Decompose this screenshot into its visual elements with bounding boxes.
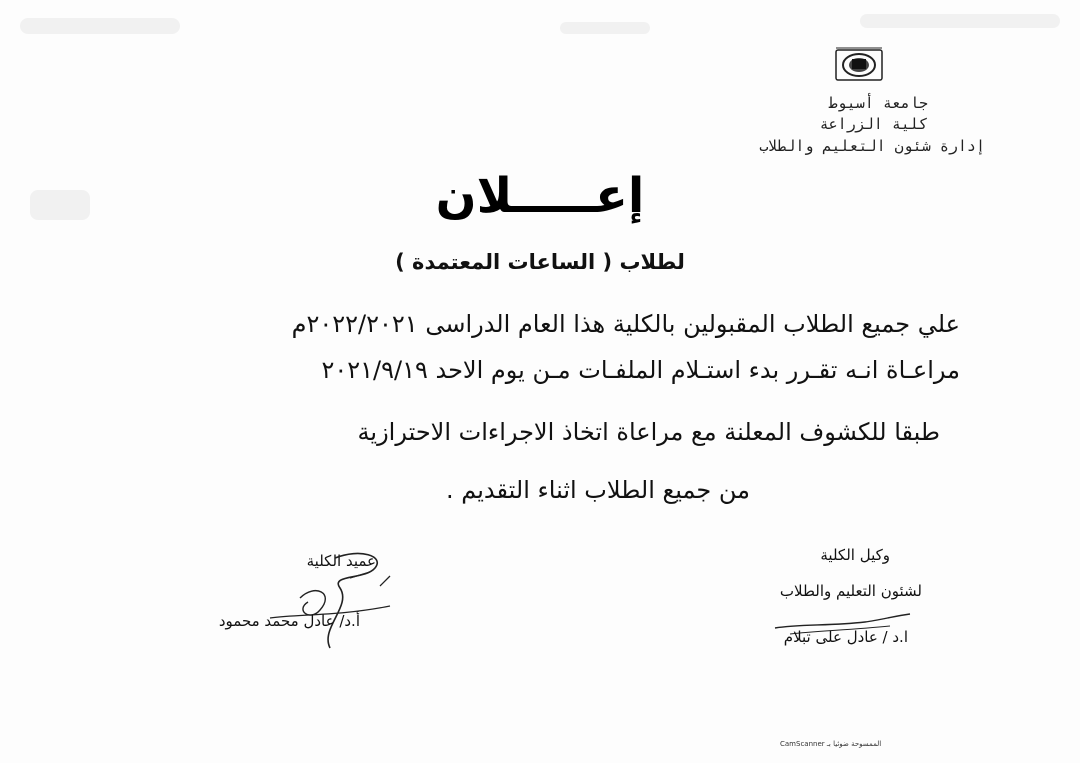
announcement-line: علي جميع الطلاب المقبولين بالكلية هذا العام الدراسى ٢٠٢٢/٢٠٢١م bbox=[291, 310, 960, 338]
header-university: جامعة أسيوط bbox=[828, 94, 928, 112]
vice-dean-title: وكيل الكلية bbox=[820, 546, 890, 564]
dean-signature bbox=[240, 548, 410, 658]
scan-smudge bbox=[860, 14, 1060, 28]
dean-title: عميد الكلية bbox=[306, 552, 376, 570]
dean-name: أ.د/ عادل محمد محمود bbox=[218, 612, 360, 630]
vice-dean-name: ا.د / عادل على تبلام bbox=[783, 628, 908, 646]
scan-smudge bbox=[560, 22, 650, 34]
header-faculty: كلية الزراعة bbox=[819, 115, 928, 133]
header-department: إدارة شئون التعليم والطلاب bbox=[759, 137, 985, 155]
announcement-subtitle: لطلاب ( الساعات المعتمدة ) bbox=[395, 250, 685, 274]
scan-smudge bbox=[20, 18, 180, 34]
vice-dean-department: لشئون التعليم والطلاب bbox=[779, 582, 922, 600]
announcement-title: إعـــــلان bbox=[435, 168, 645, 224]
scanner-footer: CamScanner الممسوحة ضوئيا بـ bbox=[780, 740, 882, 748]
university-seal-icon bbox=[834, 44, 884, 84]
announcement-line: من جميع الطلاب اثناء التقديم . bbox=[445, 476, 750, 504]
announcement-line: طبقا للكشوف المعلنة مع مراعاة اتخاذ الاجراءات الاحترازية bbox=[357, 418, 940, 446]
announcement-line: مراعـاة انـه تقـرر بدء استـلام الملفـات مـن يوم الاحد ٢٠٢١/٩/١٩ bbox=[321, 356, 960, 384]
